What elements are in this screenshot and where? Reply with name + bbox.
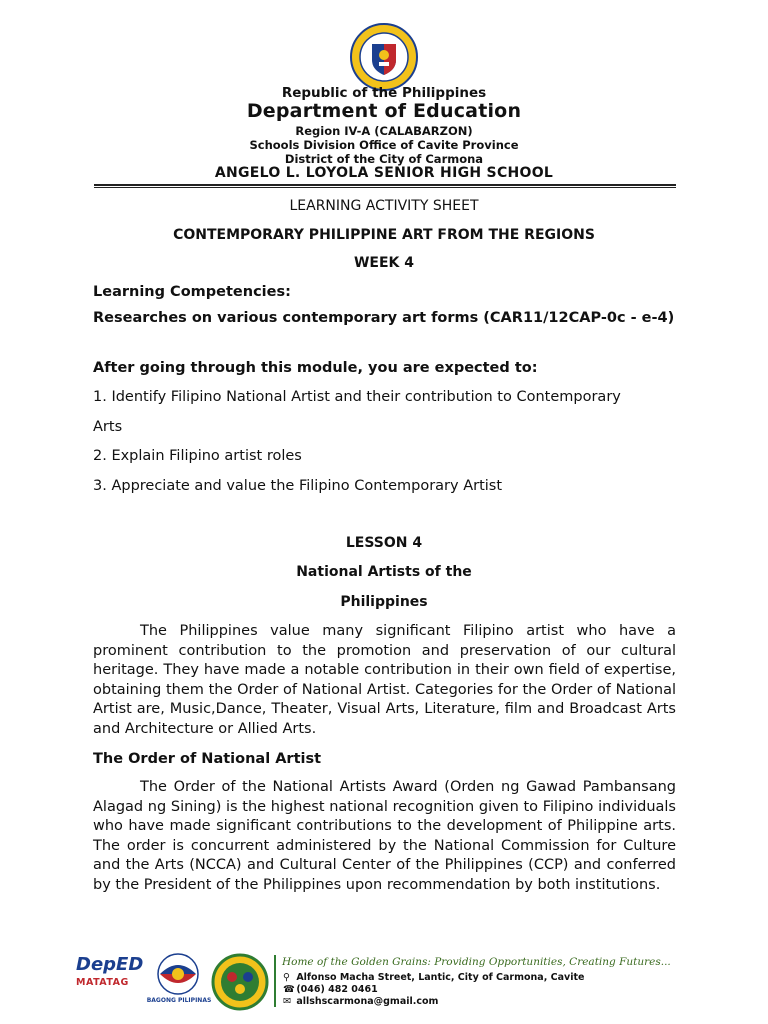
course-title: CONTEMPORARY PHILIPPINE ART FROM THE REGIONS [173, 227, 595, 243]
sheet-title: LEARNING ACTIVITY SHEET [289, 198, 479, 214]
phone-text: (046) 482 0461 [296, 984, 378, 995]
deped-wordmark: DepED [76, 954, 144, 975]
bagong-pilipinas-label: BAGONG PILIPINAS [146, 997, 212, 1004]
objective-item: Arts [93, 419, 123, 435]
objectives-heading: After going through this module, you are expected to: [93, 360, 538, 376]
lesson-title: Philippines [340, 594, 428, 610]
competencies-text: Researches on various contemporary art forms (CAR11/12CAP-0c - e-4) [93, 310, 675, 326]
address-text: Alfonso Macha Street, Lantic, City of Carmona, Cavite [296, 972, 585, 983]
footer-divider [274, 955, 276, 1007]
objective-item: 2. Explain Filipino artist roles [93, 448, 302, 464]
location-pin-icon: ⚲ [283, 972, 290, 983]
email-icon: ✉ [283, 996, 291, 1007]
lesson-title: National Artists of the [296, 564, 472, 580]
school-email [283, 996, 438, 1007]
header-divider [94, 184, 676, 186]
school-seal-logo [210, 953, 270, 1011]
section-paragraph: The Order of the National Artists Award (Orden ng Gawad Pambansang Alagad ng Sining) is the highest national recognition given to Filipino individuals who have made significant contributions to the development of Philippine arts. The order is concurrent administered by the National Commission for Culture and the Arts (NCCA) and Cultural Center of the Philippines (CCP) and conferred by the President of the Philippines upon recommendation by both institutions. [93, 779, 676, 893]
competencies-heading: Learning Competencies: [93, 284, 291, 300]
department-name: Department of Education [246, 100, 522, 122]
region-line: Region IV-A (CALABARZON) [295, 124, 473, 138]
district-line: District of the City of Carmona [284, 152, 484, 166]
objective-item: 1. Identify Filipino National Artist and their contribution to Contemporary [93, 389, 621, 405]
deped-seal-logo [349, 22, 419, 92]
telephone-icon: ☎ [283, 984, 295, 995]
republic-line: Republic of the Philippines [281, 85, 487, 101]
division-line: Schools Division Office of Cavite Province [249, 138, 519, 152]
header-divider-thin [94, 187, 676, 188]
section-heading: The Order of National Artist [93, 751, 322, 767]
objective-item: 3. Appreciate and value the Filipino Contemporary Artist [93, 478, 503, 494]
school-address [283, 972, 584, 983]
deped-matatag-logo [76, 954, 144, 988]
week-label: WEEK 4 [353, 255, 415, 271]
matatag-wordmark: MATATAG [76, 977, 129, 988]
school-motto: Home of the Golden Grains: Providing Opportunities, Creating Futures... [282, 956, 671, 968]
school-name: ANGELO L. LOYOLA SENIOR HIGH SCHOOL [214, 165, 554, 181]
email-text: allshscarmona@gmail.com [296, 996, 439, 1007]
intro-paragraph: The Philippines value many significant Filipino artist who have a prominent contribution to the promotion and preservation of our cultural heritage. They have made a notable contribution in their own field of expertise, obtaining them the Order of National Artist. Categories for the Order of National Artist are, Music,Dance, Theater, Visual Arts, Literature, film and Broadcast Arts and Architecture or Allied Arts. [93, 623, 676, 737]
school-phone [283, 984, 378, 995]
lesson-number: LESSON 4 [345, 535, 423, 551]
